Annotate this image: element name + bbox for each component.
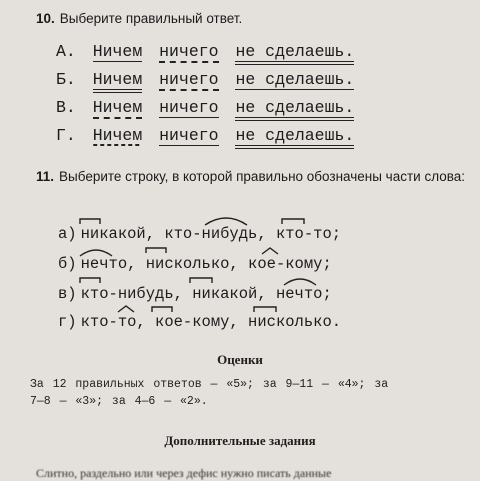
q11-answer-c bbox=[58, 285, 332, 303]
option-word-3: не сделаешь. bbox=[235, 126, 354, 149]
q10-option-a bbox=[56, 42, 354, 65]
q11-answer-b bbox=[58, 255, 332, 273]
extra-title: Дополнительные задания bbox=[164, 433, 316, 448]
q11-answer-d bbox=[58, 313, 341, 331]
q10-option-c bbox=[56, 98, 354, 121]
question-11-header bbox=[36, 168, 472, 185]
option-letter: Б. bbox=[56, 70, 76, 89]
prefix-mark bbox=[190, 278, 212, 283]
answer-label: г) bbox=[58, 313, 77, 331]
suffix-mark bbox=[118, 306, 134, 312]
grades-title: Оценки bbox=[217, 352, 263, 367]
prefix-mark bbox=[80, 219, 100, 224]
question-10-header bbox=[36, 10, 472, 27]
option-letter: А. bbox=[56, 42, 76, 61]
prefix-mark bbox=[282, 219, 304, 224]
grades-line-2: 7—8 — «3»; за 4—6 — «2». bbox=[30, 395, 208, 408]
q10-option-b bbox=[56, 70, 354, 93]
extra-partial-line: Слитно, раздельно или через дефис нужно писать данные bbox=[36, 466, 332, 480]
option-word-3: не сделаешь. bbox=[235, 70, 355, 89]
answer-text: кто-нибудь, никакой, нечто; bbox=[80, 285, 332, 303]
option-word-2: ничего bbox=[159, 126, 219, 145]
option-word-2: ничего bbox=[159, 42, 219, 61]
question-11-prompt: Выберите строку, в которой правильно обозначены части слова: bbox=[59, 169, 466, 184]
option-letter: Г. bbox=[56, 126, 76, 145]
option-word-2: ничего bbox=[159, 98, 219, 117]
prefix-mark bbox=[80, 278, 100, 283]
option-word-1: Ничем bbox=[93, 70, 143, 93]
option-word-3: не сделаешь. bbox=[235, 42, 354, 65]
q10-option-d bbox=[56, 126, 354, 149]
option-word-1: Ничем bbox=[92, 126, 143, 145]
root-arc-mark bbox=[205, 218, 247, 225]
prefix-mark bbox=[254, 307, 276, 312]
q11-answer-a bbox=[58, 225, 341, 243]
answer-label: б) bbox=[58, 255, 77, 273]
option-word-3: не сделаешь. bbox=[235, 98, 354, 121]
grades-line-1: За 12 правильных ответов — «5»; за 9—11 — «4»; за bbox=[30, 378, 389, 391]
answer-label: а) bbox=[58, 225, 77, 243]
option-word-1: Ничем bbox=[92, 98, 143, 117]
question-11-number: 11. bbox=[36, 169, 55, 184]
prefix-mark bbox=[152, 307, 172, 312]
answer-text: нечто, нисколько, кое-кому; bbox=[80, 255, 332, 273]
option-word-1: Ничем bbox=[92, 42, 143, 61]
answer-text: никакой, кто-нибудь, кто-то; bbox=[80, 225, 342, 243]
option-letter: В. bbox=[56, 98, 76, 117]
prefix-mark bbox=[146, 248, 166, 253]
question-10-prompt: Выберите правильный ответ. bbox=[59, 11, 243, 26]
answer-label: в) bbox=[58, 285, 77, 303]
option-word-2: ничего bbox=[159, 70, 219, 89]
answer-text: кто-то, кое-кому, нисколько. bbox=[80, 313, 342, 331]
suffix-mark bbox=[262, 248, 278, 254]
question-10-number: 10. bbox=[36, 11, 55, 26]
